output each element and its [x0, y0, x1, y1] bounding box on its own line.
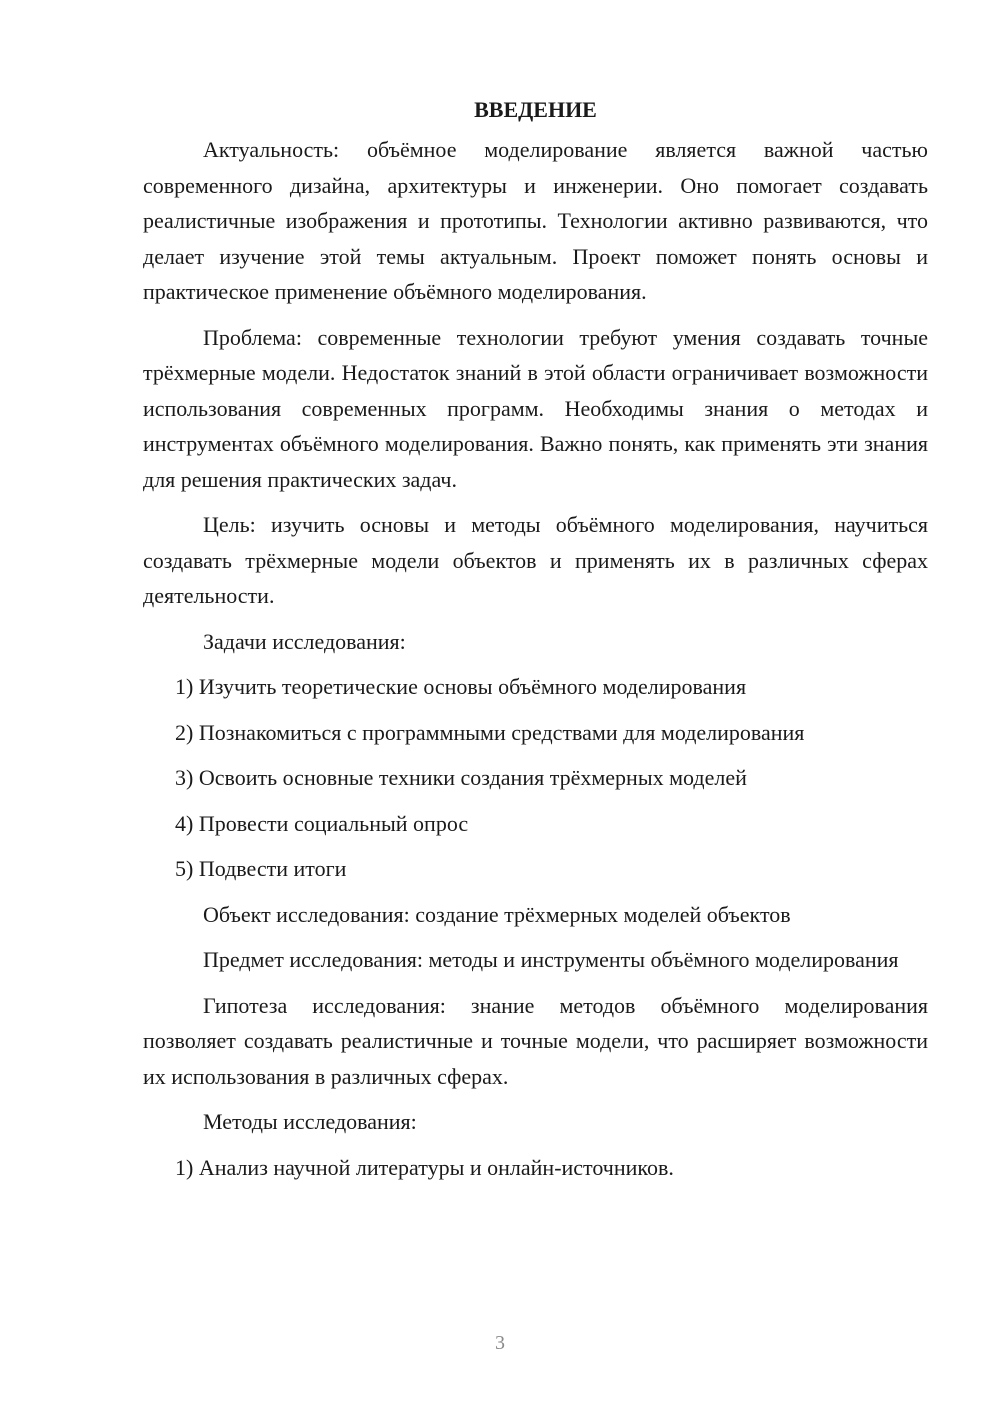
- page-number: 3: [495, 1332, 505, 1354]
- problem-paragraph: Проблема: современные технологии требуют умения создавать точные трёхмерные модели. Недостаток знаний в этой области ограничивает возможности использования современных программ. Необходимы знания о методах и инструментах объёмного моделирования. Важно понять, как применять эти знания для решения практических задач.: [143, 324, 928, 492]
- object-line: Объект исследования: создание трёхмерных моделей объектов: [203, 901, 791, 927]
- hypothesis-paragraph: Гипотеза исследования: знание методов объёмного моделирования позволяет создавать реалистичные и точные модели, что расширяет возможности их использования в различных сферах.: [143, 992, 928, 1089]
- tasks-heading: Задачи исследования:: [203, 628, 406, 654]
- page-title: ВВЕДЕНИЕ: [474, 97, 597, 122]
- document-page: [143, 88, 928, 1195]
- task-item: 1) Изучить теоретические основы объёмного моделирования: [175, 674, 747, 699]
- relevance-paragraph: Актуальность: объёмное моделирование является важной частью современного дизайна, архитектуры и инженерии. Оно помогает создавать реалистичные изображения и прототипы. Технологии активно развиваются, что делает изучение этой темы актуальным. Проект поможет понять основы и практическое применение объёмного моделирования.: [143, 137, 928, 304]
- subject-paragraph: Предмет исследования: методы и инструменты объёмного моделирования: [203, 947, 899, 972]
- task-item: 4) Провести социальный опрос: [175, 810, 469, 836]
- goal-paragraph: Цель: изучить основы и методы объёмного моделирования, научиться создавать трёхмерные модели объектов и применять их в различных сферах деятельности.: [143, 512, 928, 608]
- task-item: 5) Подвести итоги: [175, 856, 347, 881]
- task-item: 3) Освоить основные техники создания трёхмерных моделей: [175, 765, 747, 790]
- method-item: 1) Анализ научной литературы и онлайн-источников.: [175, 1154, 674, 1180]
- task-item: 2) Познакомиться с программными средствами для моделирования: [175, 719, 805, 745]
- methods-heading: Методы исследования:: [203, 1109, 417, 1134]
